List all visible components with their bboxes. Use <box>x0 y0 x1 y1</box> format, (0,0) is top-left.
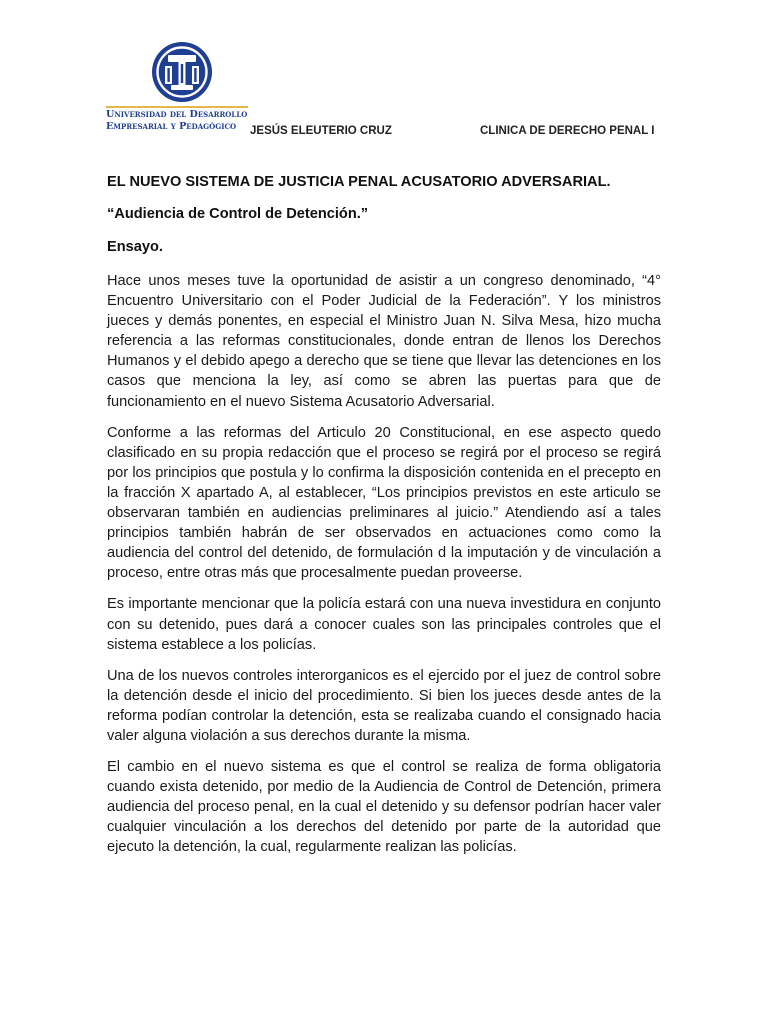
university-name-line1: Universidad del Desarrollo <box>106 109 248 120</box>
section-heading: Ensayo. <box>107 239 163 255</box>
paragraph-5: El cambio en el nuevo sistema es que el control se realiza de forma obligatoria cuando exista detenido, por medio de la Audiencia de Control de Detención, primera audiencia del proceso penal, en la cual el detenido y su defensor podrían hacer valer cualquier vinculación a los derechos del detenido por parte de la autoridad que ejecuto la detención, la cual, regularmente realizan las policías. <box>107 759 661 856</box>
paragraph-3: Es importante mencionar que la policía estará con una nueva investidura en conjunto con su detenido, pues dará a conocer cuales son las principales controles que el sistema establece a los policías. <box>107 596 661 653</box>
author-name: JESÚS ELEUTERIO CRUZ <box>250 125 392 137</box>
university-name-line2: Empresarial y Pedagógico <box>106 120 237 132</box>
document-body <box>107 271 661 869</box>
paragraph-2: Conforme a las reformas del Articulo 20 Constitucional, en ese aspecto quedo clasificado en su propia redacción que el proceso se regirá por el proceso se regirá por los principios que postula y lo confirma la disposición contenida en el precepto en la fracción X apartado A, al establecer, “Los principios previstos en este articulo se observaran también en audiencias preliminares al juicio.” Atendiendo así a tales principios también habrán de ser observados en actuaciones como como la audiencia del control del detenido, de formulación d la imputación y de vinculación a proceso, entre otras más que procesalmente puedan proveerse. <box>107 424 661 582</box>
course-name: CLINICA DE DERECHO PENAL I <box>480 125 655 137</box>
document-subtitle: “Audiencia de Control de Detención.” <box>107 206 369 222</box>
logo-divider <box>106 106 248 108</box>
paragraph-4: Una de los nuevos controles interorganicos es el ejercido por el juez de control sobre la detención desde el inicio del procedimiento. Si bien los jueces desde antes de la reforma podían controlar la detención, esta se realizaba cuando el consignado hacia valer alguna violación a sus derechos durante la misma. <box>107 667 661 744</box>
university-name <box>106 109 266 132</box>
document-title: EL NUEVO SISTEMA DE JUSTICIA PENAL ACUSATORIO ADVERSARIAL. <box>107 174 611 190</box>
university-logo-icon <box>148 38 216 106</box>
university-logo <box>104 38 254 140</box>
paragraph-1: Hace unos meses tuve la oportunidad de asistir a un congreso denominado, “4° Encuentro Universitario con el Poder Judicial de la Federación”. Y los ministros jueces y demás ponentes, en especial el Ministro Juan N. Silva Mesa, hizo mucha referencia a las reformas constitucionales, donde entran de llenos los Derechos Humanos y el debido apego a derecho que se tiene que llevar las detenciones en los casos que menciona la ley, así como se abren las puertas para que de funcionamiento en el nuevo Sistema Acusatorio Adversarial. <box>107 273 661 410</box>
